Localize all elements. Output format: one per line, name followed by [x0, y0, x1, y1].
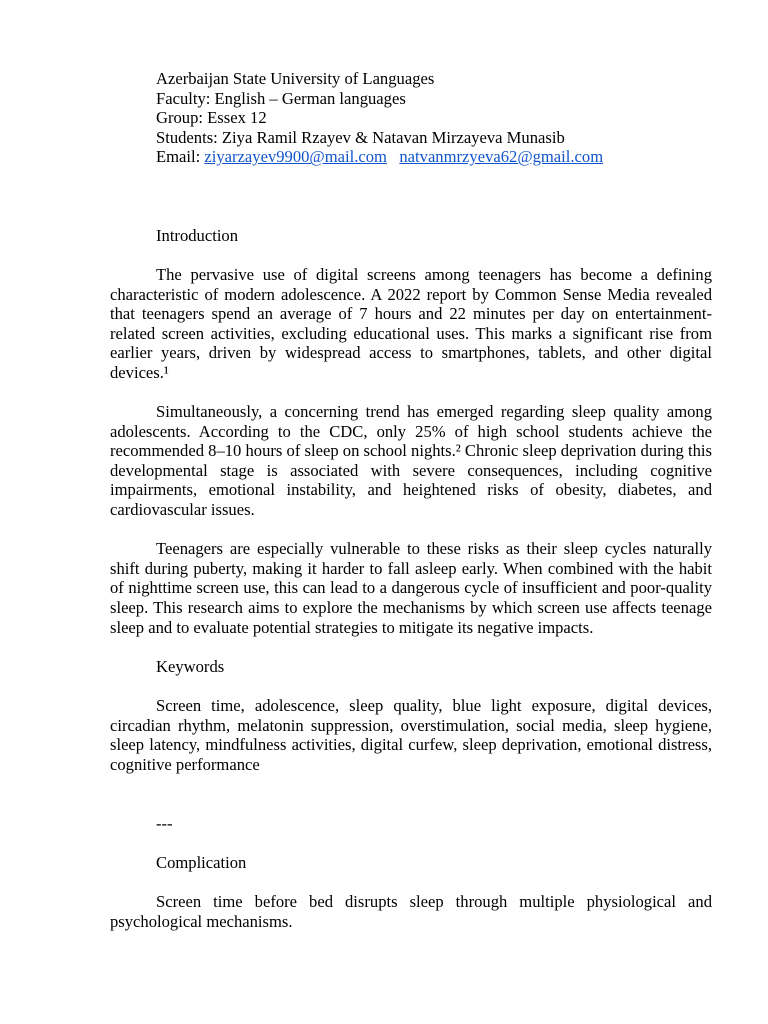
introduction-heading: Introduction [156, 225, 239, 245]
keywords-heading: Keywords [156, 656, 225, 676]
faculty-line: Faculty: English – German languages [156, 88, 406, 108]
intro-paragraph-2: Simultaneously, a concerning trend has emerged regarding sleep quality among adolescents. According to the CDC, only 25% of high school students achieve the recommended 8–10 hours of sleep on school nights.² Chronic sleep deprivation during this developmental stage is associated with severe consequences, including cognitive impairments, emotional instability, and heightened risks of obesity, diabetes, and cardiovascular issues. [110, 402, 712, 520]
document-header [110, 69, 712, 167]
section-separator: --- [156, 813, 173, 833]
complication-paragraph-1: Screen time before bed disrupts sleep through multiple physiological and psychological mechanisms. [110, 891, 712, 931]
email-line [110, 147, 712, 167]
students-line: Students: Ziya Ramil Rzayev & Natavan Mirzayeva Munasib [156, 127, 565, 147]
email-link-2[interactable]: natvanmrzyeva62@gmail.com [399, 147, 604, 167]
email-label: Email: [156, 147, 205, 167]
group-line: Group: Essex 12 [156, 108, 267, 128]
intro-paragraph-3: Teenagers are especially vulnerable to these risks as their sleep cycles naturally shift during puberty, making it harder to fall asleep early. When combined with the habit of nighttime screen use, this can lead to a dangerous cycle of insufficient and poor-quality sleep. This research aims to explore the mechanisms by which screen use affects teenage sleep and to evaluate potential strategies to mitigate its negative impacts. [110, 539, 712, 637]
email-link-1[interactable]: ziyarzayev9900@mail.com [204, 147, 387, 167]
document-page [110, 69, 712, 931]
complication-heading: Complication [156, 852, 247, 872]
keywords-text: Screen time, adolescence, sleep quality, blue light exposure, digital devices, circadian rhythm, melatonin suppression, overstimulation, social media, sleep hygiene, sleep latency, mindfulness activities, digital curfew, sleep deprivation, emotional distress, cognitive performance [110, 696, 712, 774]
intro-paragraph-1: The pervasive use of digital screens among teenagers has become a defining characteristic of modern adolescence. A 2022 report by Common Sense Media revealed that teenagers spend an average of 7 hours and 22 minutes per day on entertainment-related screen activities, excluding educational uses. This marks a significant rise from earlier years, driven by widespread access to smartphones, tablets, and other digital devices.¹ [110, 264, 712, 382]
university-name: Azerbaijan State University of Languages [156, 69, 435, 88]
